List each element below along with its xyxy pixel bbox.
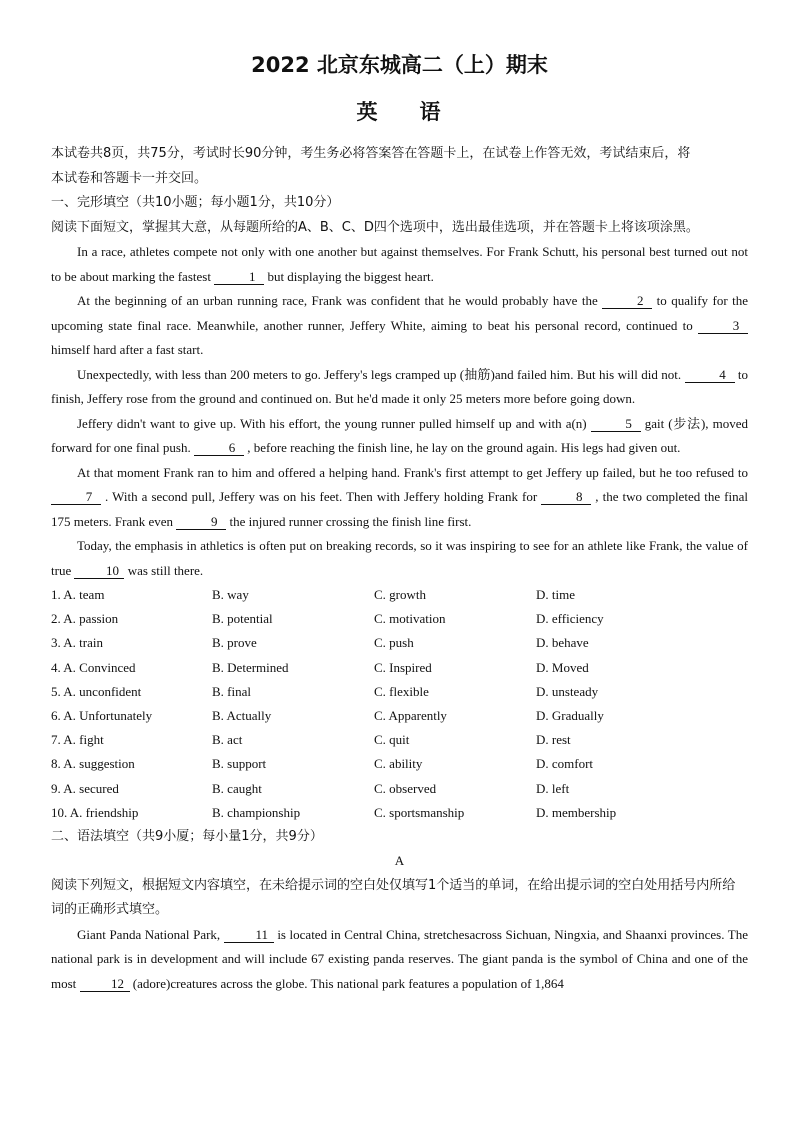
grammar-paragraph-1: Giant Panda National Park, 11 is located in Central China, stretchesacross Sichuan, Ningxia, and Shaanxi provinces. The national park is in development and will include 67 existing panda reserves. The giant panda is the symbol of China and one of the most 12 (adore)creatures across the globe. This national park features a population of 1,864 xyxy=(51,926,749,991)
exam-title: 2022 北京东城高二（上）期末 xyxy=(251,53,548,77)
section2-part-label: A xyxy=(394,853,405,869)
option-c: C. motivation xyxy=(374,611,446,627)
option-c: C. quit xyxy=(374,732,410,748)
cloze-paragraph-4: Jeffery didn't want to give up. With his effort, the young runner pulled himself up and with a(n) 5 gait (步法), moved forward for one final push. 6 , before reaching the finish line, he lay on the ground again. His legs had given out. xyxy=(51,415,748,455)
option-c: C. observed xyxy=(374,780,437,796)
option-b: B. championship xyxy=(212,804,301,820)
instructions-line-2: 本试卷和答题卡一并交回。 xyxy=(51,170,208,186)
cloze-paragraph-3: Unexpectedly, with less than 200 meters to go. Jeffery's legs cramped up (抽筋)and failed him. But his will did not. 4 to finish, Jeffery rose from the ground and continued on. But he'd made it only 25 meters more before going down. xyxy=(51,366,749,406)
option-d: D. time xyxy=(536,587,575,602)
option-b: B. act xyxy=(212,732,243,748)
option-b: B. way xyxy=(212,587,249,602)
grammar-passage xyxy=(51,923,748,997)
cloze-options xyxy=(51,583,748,825)
cloze-paragraph-6: Today, the emphasis in athletics is often put on breaking records, so it was inspiring to see for an athlete like Frank, the value of true 10 was still there. xyxy=(51,538,748,578)
option-a: 2. A. passion xyxy=(51,611,119,627)
option-a: 7. A. fight xyxy=(51,732,104,748)
section1-heading: 一、完形填空（共10小题；每小题1分，共10分） xyxy=(51,195,340,210)
option-c: C. push xyxy=(374,635,414,651)
cloze-passage xyxy=(51,240,748,583)
option-c: C. ability xyxy=(374,756,423,772)
option-a: 3. A. train xyxy=(51,635,103,651)
option-c: C. Inspired xyxy=(374,659,432,675)
option-d: D. Moved xyxy=(536,659,589,675)
option-c: C. sportsmanship xyxy=(374,804,465,820)
cloze-blank-2: 2 xyxy=(602,293,652,309)
option-row xyxy=(51,631,748,655)
instructions-line-1: 本试卷共8页，共75分，考试时长90分钟，考生务必将答案答在答题卡上，在试卷上作答无效，考试结束后，将 xyxy=(51,146,691,161)
section1-instruction: 阅读下面短文，掌握其大意，从每题所给的A、B、C、D四个选项中，选出最佳选项，并在答题卡上将该项涂黑。 xyxy=(51,219,699,235)
cloze-paragraph-2: At the beginning of an urban running race, Frank was confident that he would probably have the 2 to qualify for the upcoming state final race. Meanwhile, another runner, Jeffery White, aiming to beat his personal record, continued to 3 himself hard after a fast start. xyxy=(51,293,749,357)
option-row xyxy=(51,656,748,680)
option-b: B. potential xyxy=(212,611,273,627)
cloze-blank-1: 1 xyxy=(214,269,264,285)
cloze-blank-6: 6 xyxy=(194,440,244,456)
option-row xyxy=(51,607,748,631)
cloze-blank-10: 10 xyxy=(74,563,124,579)
cloze-blank-7: 7 xyxy=(51,489,101,505)
cloze-blank-4: 4 xyxy=(685,367,735,383)
subject-char-2: 语 xyxy=(419,100,443,124)
option-a: 9. A. secured xyxy=(51,780,119,796)
option-d: D. unsteady xyxy=(536,683,599,699)
option-a: 4. A. Convinced xyxy=(51,659,136,675)
subject-title xyxy=(51,97,748,127)
option-d: D. behave xyxy=(536,635,589,651)
grammar-blank-11: 11 xyxy=(224,927,274,943)
option-row xyxy=(51,680,748,704)
cloze-blank-8: 8 xyxy=(541,489,591,505)
option-row xyxy=(51,704,748,728)
option-row xyxy=(51,583,748,607)
option-row xyxy=(51,728,748,752)
option-row xyxy=(51,777,748,801)
exam-page xyxy=(51,50,748,996)
option-a: 6. A. Unfortunately xyxy=(51,707,153,723)
cloze-paragraph-5: At that moment Frank ran to him and offered a helping hand. Frank's first attempt to get Jeffery up failed, but he too refused to 7 . With a second pull, Jeffery was on his feet. Then with Jeffery holding Frank for 8 , the two completed the final 175 meters. Frank even 9 the injured runner crossing the finish line first. xyxy=(51,464,749,529)
option-b: B. prove xyxy=(212,635,257,651)
cloze-blank-5: 5 xyxy=(591,416,641,432)
option-d: D. rest xyxy=(536,732,571,748)
cloze-blank-9: 9 xyxy=(176,514,226,530)
option-b: B. support xyxy=(212,756,267,772)
option-d: D. comfort xyxy=(536,756,594,772)
option-row xyxy=(51,752,748,776)
option-b: B. final xyxy=(212,683,251,699)
option-b: B. Determined xyxy=(212,659,289,675)
grammar-blank-12: 12 xyxy=(80,976,130,992)
option-a: 10. A. friendship xyxy=(51,804,139,820)
subject-char-1: 英 xyxy=(356,100,380,124)
exam-instructions xyxy=(51,142,748,191)
option-a: 1. A. team xyxy=(51,587,105,602)
option-a: 8. A. suggestion xyxy=(51,756,135,772)
option-d: D. membership xyxy=(536,804,617,820)
option-c: C. Apparently xyxy=(374,707,447,723)
option-d: D. left xyxy=(536,780,570,796)
cloze-paragraph-1: In a race, athletes compete not only with one another but against themselves. For Frank Schutt, his personal best turned out not to be about marking the fastest 1 but displaying the biggest heart. xyxy=(51,244,748,284)
option-b: B. caught xyxy=(212,780,262,796)
option-c: C. growth xyxy=(374,587,426,602)
cloze-blank-3: 3 xyxy=(698,318,748,334)
option-d: D. Gradually xyxy=(536,707,604,723)
option-a: 5. A. unconfident xyxy=(51,683,142,699)
section2-instruction: 阅读下列短文，根据短文内容填空，在未给提示词的空白处仅填写1个适当的单词，在给出提示词的空白处用括号内所给词的正确形式填空。 xyxy=(51,877,736,918)
option-b: B. Actually xyxy=(212,707,272,723)
option-d: D. efficiency xyxy=(536,611,604,627)
option-c: C. flexible xyxy=(374,683,429,699)
option-row xyxy=(51,801,748,825)
section2-heading: 二、语法填空（共9小厦；每小量1分，共9分） xyxy=(51,828,323,844)
